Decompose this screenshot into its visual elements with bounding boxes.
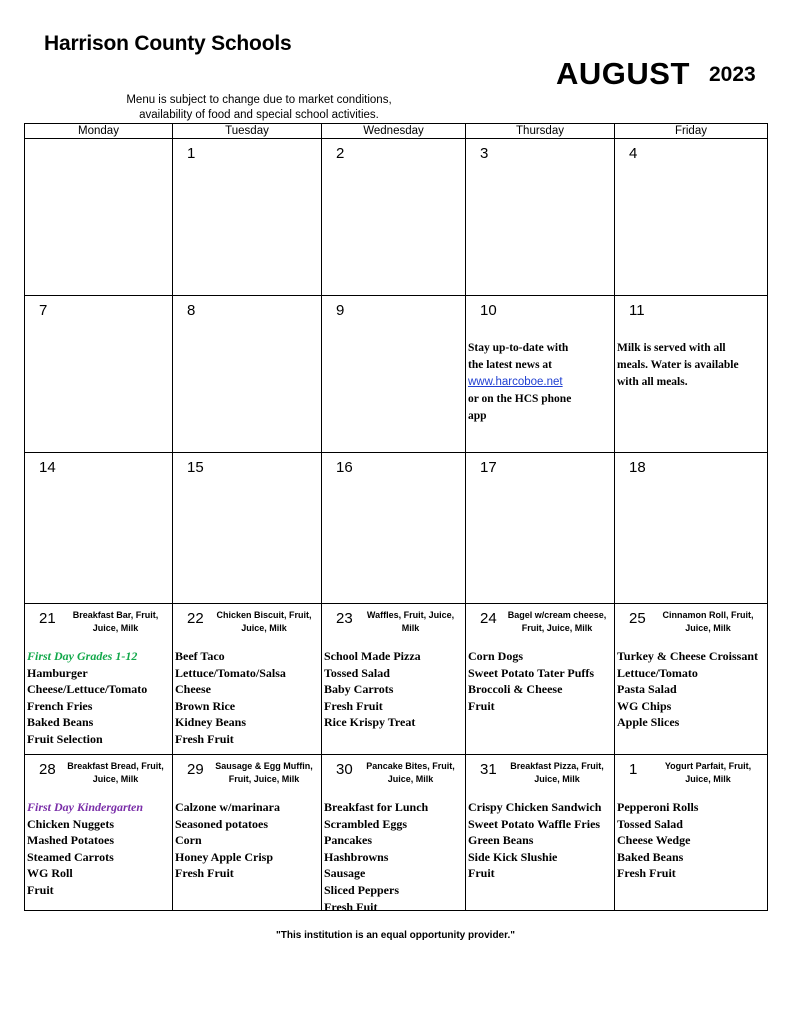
menu-item: Mashed Potatoes xyxy=(27,833,114,848)
menu-item: French Fries xyxy=(27,698,93,713)
menu-item: Side Kick Slushie xyxy=(468,849,558,864)
day-cell xyxy=(25,755,173,911)
note-line: app xyxy=(468,410,487,422)
menu-item: Fresh Fuit xyxy=(324,899,378,914)
day-cell xyxy=(615,139,768,296)
day-number: 14 xyxy=(39,459,56,476)
note-line: or on the HCS phone xyxy=(468,393,572,405)
menu-item: Crispy Chicken Sandwich xyxy=(468,800,602,814)
day-cell xyxy=(466,604,615,755)
day-cell xyxy=(466,755,615,911)
week-row xyxy=(25,755,768,911)
day-number: 9 xyxy=(336,302,345,319)
week-row xyxy=(25,453,768,604)
week-row xyxy=(25,604,768,755)
weekday-thursday: Thursday xyxy=(466,124,615,139)
day-cell xyxy=(322,755,466,914)
lunch-menu xyxy=(324,648,465,731)
menu-item: Kidney Beans xyxy=(175,715,247,730)
menu-item: Rice Krispy Treat xyxy=(324,715,416,730)
day-number: 22 xyxy=(187,610,204,627)
day-number: 1 xyxy=(187,145,196,162)
day-number: 31 xyxy=(480,761,497,778)
day-number: 8 xyxy=(187,302,196,319)
day-cell xyxy=(615,604,768,755)
day-cell xyxy=(25,604,173,755)
day-number: 28 xyxy=(39,761,56,778)
breakfast-text: Sausage & Egg Muffin, Fruit, Juice, Milk xyxy=(215,761,313,784)
lunch-menu xyxy=(175,648,321,748)
day-cell xyxy=(615,296,768,453)
lunch-menu xyxy=(617,648,767,731)
breakfast-text: Pancake Bites, Fruit, Juice, Milk xyxy=(366,761,455,784)
day-cell xyxy=(322,139,466,296)
day-cell xyxy=(466,453,615,604)
day-cell xyxy=(466,139,615,296)
day-number: 10 xyxy=(480,302,497,319)
menu-item: Calzone w/marinara xyxy=(175,800,280,814)
menu-item: Hashbrowns xyxy=(324,849,389,864)
notice-line: Menu is subject to change due to market conditions, xyxy=(126,94,392,106)
menu-item: Pancakes xyxy=(324,833,372,848)
menu-item: Pepperoni Rolls xyxy=(617,800,699,814)
menu-item: Fresh Fruit xyxy=(617,866,676,881)
lunch-menu xyxy=(468,648,614,714)
lunch-menu xyxy=(617,799,767,882)
day-number: 24 xyxy=(480,610,497,627)
school-name: Harrison County Schools xyxy=(44,32,292,55)
day-number: 7 xyxy=(39,302,48,319)
note-line: Stay up-to-date with xyxy=(468,342,569,354)
milk-note xyxy=(617,340,739,391)
menu-item: Fruit xyxy=(27,882,54,897)
menu-item: WG Roll xyxy=(27,866,73,881)
menu-item: Baked Beans xyxy=(27,715,94,730)
lunch-menu xyxy=(175,799,321,882)
menu-item: Steamed Carrots xyxy=(27,849,114,864)
footer-statement: "This institution is an equal opportunity provider." xyxy=(276,930,515,941)
menu-item: Fresh Fruit xyxy=(175,866,234,881)
day-number: 25 xyxy=(629,610,646,627)
weekday-friday: Friday xyxy=(615,124,768,139)
week-row xyxy=(25,296,768,453)
breakfast-text: Chicken Biscuit, Fruit, Juice, Milk xyxy=(216,610,312,633)
menu-item: Baked Beans xyxy=(617,849,684,864)
day-cell xyxy=(173,296,322,453)
day-cell-empty xyxy=(25,139,173,296)
menu-item: Pasta Salad xyxy=(617,682,677,697)
breakfast-text: Yogurt Parfait, Fruit, Juice, Milk xyxy=(664,761,752,784)
day-cell xyxy=(322,453,466,604)
notice-line: availability of food and special school activities. xyxy=(139,109,379,121)
menu-item: School Made Pizza xyxy=(324,649,421,663)
day-number: 2 xyxy=(336,145,345,162)
day-cell xyxy=(25,296,173,453)
menu-item: Corn Dogs xyxy=(468,649,524,663)
menu-item: Sliced Peppers xyxy=(324,882,399,897)
weekday-wednesday: Wednesday xyxy=(322,124,466,139)
note-line: with all meals. xyxy=(617,376,688,388)
breakfast-text: Waffles, Fruit, Juice, Milk xyxy=(366,610,455,633)
day-number: 16 xyxy=(336,459,353,476)
day-cell xyxy=(173,139,322,296)
menu-item: Seasoned potatoes xyxy=(175,816,269,831)
menu-item: Breakfast for Lunch xyxy=(324,800,429,814)
note-line: Milk is served with all xyxy=(617,342,726,354)
menu-item: Fresh Fruit xyxy=(175,731,234,746)
lunch-menu xyxy=(27,648,172,748)
menu-item: Fresh Fruit xyxy=(324,698,383,713)
weekday-header-row xyxy=(25,124,768,139)
note-line: the latest news at xyxy=(468,359,552,371)
menu-item: Cheese/Lettuce/Tomato xyxy=(27,682,148,697)
menu-item: Fruit Selection xyxy=(27,731,103,746)
day-cell xyxy=(322,604,466,755)
week-row xyxy=(25,139,768,296)
day-cell xyxy=(615,453,768,604)
menu-item: Scrambled Eggs xyxy=(324,816,408,831)
day-number: 21 xyxy=(39,610,56,627)
menu-item: Beef Taco xyxy=(175,649,225,663)
day-number: 4 xyxy=(629,145,638,162)
menu-item: Apple Slices xyxy=(617,715,680,730)
menu-item: Tossed Salad xyxy=(324,665,390,680)
news-note xyxy=(468,340,571,425)
day-number: 3 xyxy=(480,145,489,162)
day-number: 17 xyxy=(480,459,497,476)
menu-item: Hamburger xyxy=(27,665,88,680)
menu-item: Cheese Wedge xyxy=(617,833,691,848)
menu-item: Sausage xyxy=(324,866,366,881)
breakfast-text: Breakfast Bread, Fruit, Juice, Milk xyxy=(67,761,164,784)
menu-item: Broccoli & Cheese xyxy=(468,682,563,697)
day-number: 23 xyxy=(336,610,353,627)
day-number: 29 xyxy=(187,761,204,778)
lunch-menu xyxy=(324,799,465,915)
menu-item: Baby Carrots xyxy=(324,682,394,697)
note-line: meals. Water is available xyxy=(617,359,739,371)
day-number: 1 xyxy=(629,761,638,778)
day-number: 15 xyxy=(187,459,204,476)
breakfast-text: Bagel w/cream cheese, Fruit, Juice, Milk xyxy=(507,610,607,633)
breakfast-text: Breakfast Bar, Fruit, Juice, Milk xyxy=(72,610,159,633)
menu-item: Fruit xyxy=(468,866,495,881)
day-cell xyxy=(173,453,322,604)
menu-calendar xyxy=(24,123,768,914)
breakfast-text: Cinnamon Roll, Fruit, Juice, Milk xyxy=(662,610,754,633)
menu-item: Chicken Nuggets xyxy=(27,816,115,831)
menu-item: WG Chips xyxy=(617,698,672,713)
menu-notice xyxy=(100,93,418,123)
day-cell xyxy=(322,296,466,453)
day-cell xyxy=(25,453,173,604)
day-number: 30 xyxy=(336,761,353,778)
month-title: AUGUST xyxy=(556,56,690,91)
lunch-menu xyxy=(27,799,172,899)
menu-item: Cheese xyxy=(175,682,211,697)
menu-item: Honey Apple Crisp xyxy=(175,849,274,864)
breakfast-text: Breakfast Pizza, Fruit, Juice, Milk xyxy=(510,761,604,784)
menu-item: Lettuce/Tomato xyxy=(617,665,698,680)
website-link[interactable]: www.harcoboe.net xyxy=(468,376,563,388)
menu-item: Sweet Potato Tater Puffs xyxy=(468,665,595,680)
menu-item: Green Beans xyxy=(468,833,534,848)
day-number: 11 xyxy=(629,302,645,319)
day-cell xyxy=(173,604,322,755)
day-cell xyxy=(466,296,615,453)
menu-item: Fruit xyxy=(468,698,495,713)
day-number: 18 xyxy=(629,459,646,476)
year-title: 2023 xyxy=(709,63,756,86)
first-day-note: First Day Kindergarten xyxy=(27,800,144,814)
menu-item: Lettuce/Tomato/Salsa xyxy=(175,665,286,680)
weekday-tuesday: Tuesday xyxy=(173,124,322,139)
day-cell xyxy=(173,755,322,911)
first-day-note: First Day Grades 1-12 xyxy=(27,649,138,663)
menu-item: Corn xyxy=(175,833,202,848)
weekday-monday: Monday xyxy=(25,124,173,139)
menu-item: Tossed Salad xyxy=(617,816,683,831)
lunch-menu xyxy=(468,799,614,882)
menu-item: Sweet Potato Waffle Fries xyxy=(468,816,601,831)
day-cell xyxy=(615,755,768,911)
menu-item: Turkey & Cheese Croissant xyxy=(617,649,759,663)
menu-item: Brown Rice xyxy=(175,698,236,713)
